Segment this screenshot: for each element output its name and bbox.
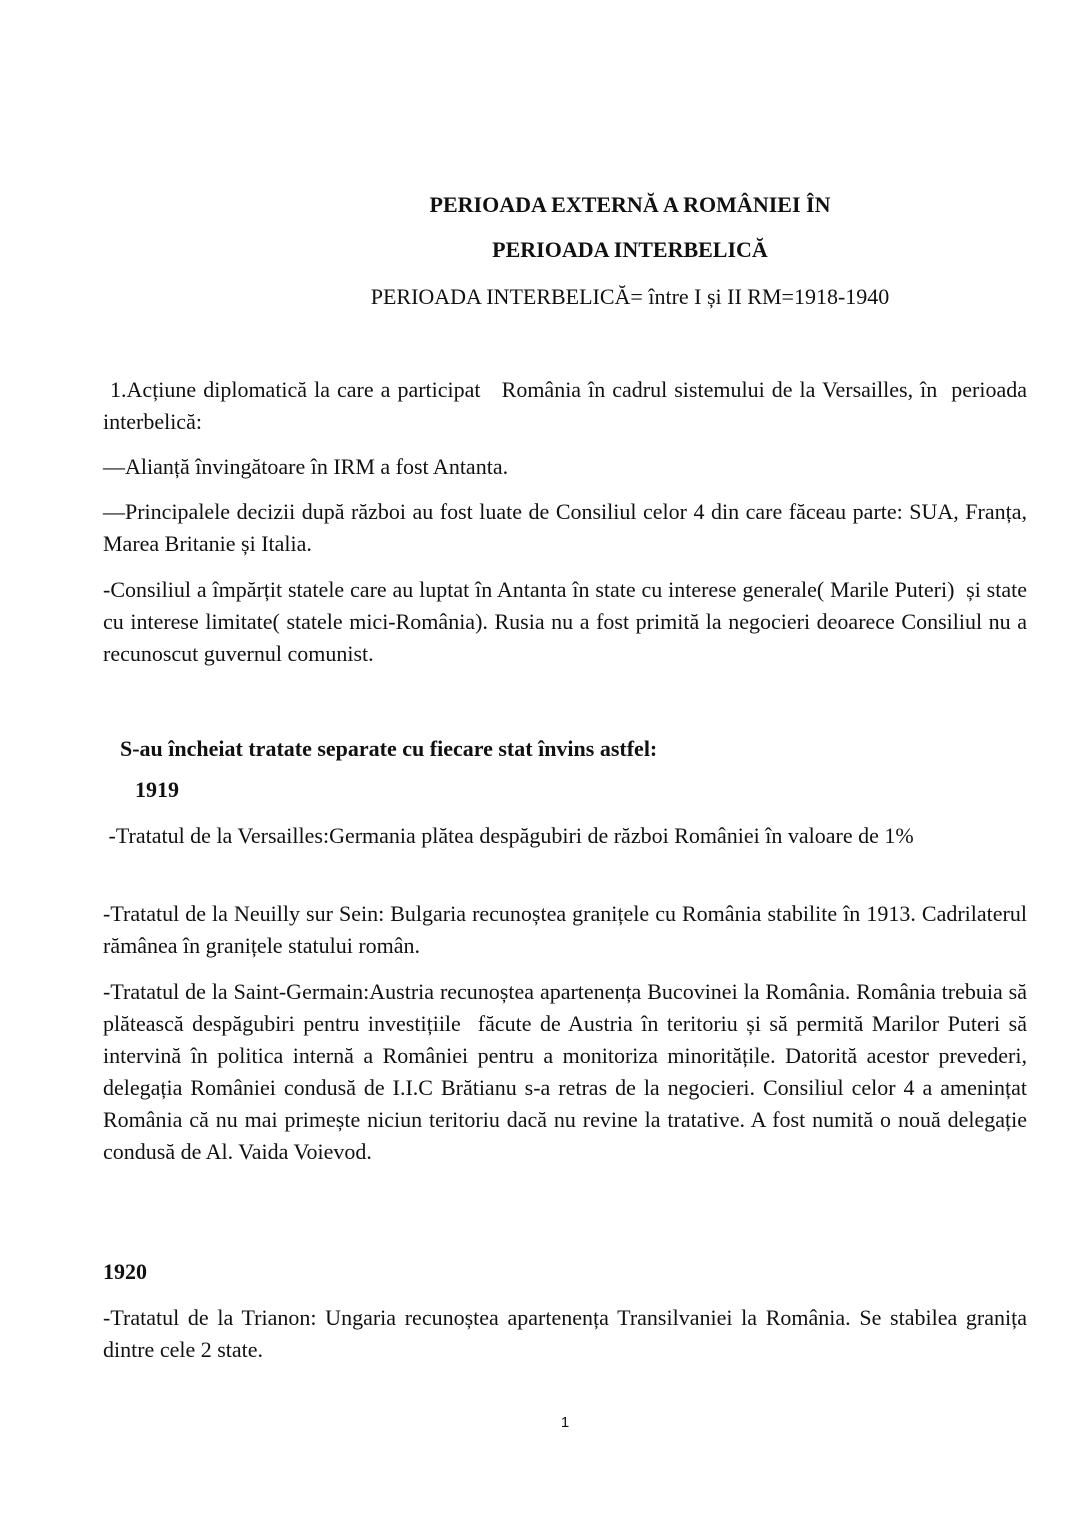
paragraph-saint-germain: -Tratatul de la Saint-Germain:Austria recunoștea apartenența Bucovinei la România. România trebuia să plătească despăgubiri pentru investițiile făcute de Austria în teritoriu și să permită Marilor Puteri să intervină în politica internă a României pentru a monitoriza minoritățile. Datorită acestor prevederi, delegația României condusă de I.I.C Brătianu s-a retras de la negocieri. Consiliul celor 4 a amenințat România că nu mai primește niciun teritoriu dacă nu revine la tratative. A fost numită o nouă delegație condusă de Al. Vaida Voievod. bbox=[103, 979, 1033, 1164]
year-1920-heading: 1920 bbox=[103, 1259, 147, 1284]
question-paragraph: 1.Acțiune diplomatică la care a participat România în cadrul sistemului de la Versailles, în perioada interbelică: bbox=[103, 377, 1033, 434]
paragraph-alliance: —Alianță învingătoare în IRM a fost Antanta. bbox=[103, 454, 509, 479]
paragraph-council: —Principalele decizii după război au fost luate de Consiliul celor 4 din care făceau parte: SUA, Franța, Marea Britanie și Italia. bbox=[103, 499, 1027, 556]
paragraph-neuilly: -Tratatul de la Neuilly sur Sein: Bulgaria recunoștea granițele cu România stabilite în 1913. Cadrilaterul rămânea în granițele statului român. bbox=[103, 901, 1027, 958]
paragraph-trianon: -Tratatul de la Trianon: Ungaria recunoștea apartenența Transilvaniei la România. Se stabilea granița dintre cele 2 state. bbox=[103, 1305, 1027, 1362]
page-number: 1 bbox=[560, 1414, 570, 1431]
paragraph-versailles: -Tratatul de la Versailles:Germania plătea despăgubiri de război României în valoare de 1% bbox=[103, 823, 914, 848]
year-1919-heading: 1919 bbox=[135, 777, 179, 802]
paragraph-council-division: -Consiliul a împărțit statele care au luptat în Antanta în state cu interese generale( Marile Puteri) și state cu interese limitate( statele mici-România). Rusia nu a fost primită la negocieri deoarece Consiliul nu a recunoscut guvernul comunist. bbox=[103, 577, 1033, 666]
title-line-2: PERIOADA INTERBELICĂ bbox=[492, 237, 768, 262]
title-line-1: PERIOADA EXTERNĂ A ROMÂNIEI ÎN bbox=[429, 192, 831, 217]
treaties-heading: S-au încheiat tratate separate cu fiecare stat învins astfel: bbox=[120, 736, 658, 761]
subtitle: PERIOADA INTERBELICĂ= între I și II RM=1918-1940 bbox=[370, 284, 890, 309]
